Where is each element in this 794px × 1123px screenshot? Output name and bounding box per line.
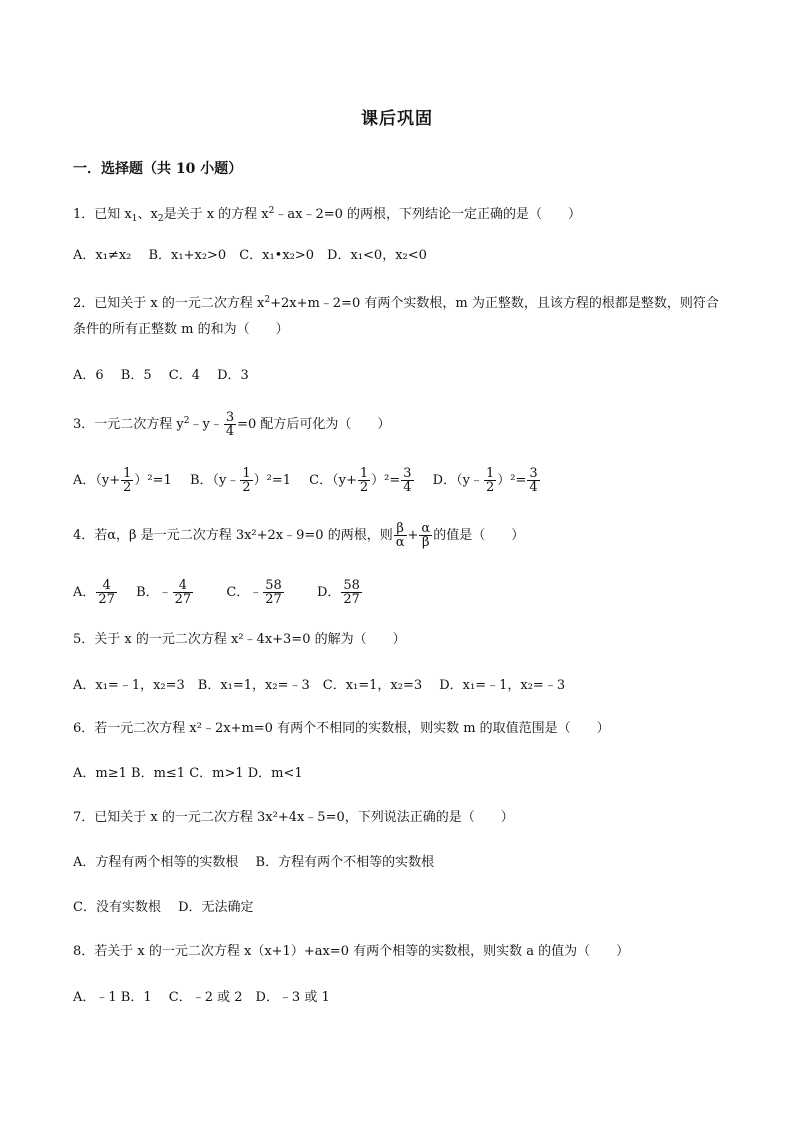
question-8-options: A．﹣1 B．1 C．﹣2 或 2 D．﹣3 或 1 bbox=[73, 990, 330, 1005]
question-4-stem: 4．若α，β 是一元二次方程 3x²+2x﹣9=0 的两根，则 $\frac{\beta}{\alpha}$ + $\frac{\alpha}{\beta}$ 的值是（ ） bbox=[73, 521, 525, 550]
fraction: $\frac{\beta}{\alpha}$ bbox=[395, 521, 405, 550]
question-3-stem: 3．一元二次方程 $y^2﹣y﹣$ $\frac{3}{4}$ =0 配方后可化为（ ） bbox=[73, 410, 391, 439]
question-1-options: A．x₁≠x₂ B．x₁+x₂>0 C．x₁•x₂>0 D．x₁<0，x₂<0 bbox=[73, 248, 427, 263]
question-5-stem: 5．关于 x 的一元二次方程 x²﹣4x+3=0 的解为（ ） bbox=[73, 632, 406, 647]
fraction: $\frac{1}{2}$ bbox=[485, 466, 495, 495]
fraction: $\frac{4}{27}$ bbox=[174, 578, 192, 607]
question-1-stem: 1．已知 $x_1$、$x_2$是关于 x 的方程 $x^2﹣ax﹣2=0$ 的两根，下列结论一定正确的是（ ） bbox=[73, 206, 582, 224]
question-2-options: A．6 B．5 C．4 D．3 bbox=[73, 368, 249, 383]
question-7-options-row1: A．方程有两个相等的实数根 B．方程有两个不相等的实数根 bbox=[73, 855, 435, 870]
fraction: $\frac{58}{27}$ bbox=[343, 578, 360, 607]
fraction: $\frac{4}{27}$ bbox=[98, 578, 115, 607]
question-6-options: A．m≥1 B．m≤1 C．m>1 D．m<1 bbox=[73, 766, 303, 781]
fraction: $\frac{1}{2}$ bbox=[123, 466, 132, 495]
question-6-stem: 6．若一元二次方程 x²﹣2x+m=0 有两个不相同的实数根，则实数 m 的取值范围是（ ） bbox=[73, 721, 610, 736]
question-2-stem: 2．已知关于 x 的一元二次方程 $x^2+2x+m﹣2=0$ 有两个实数根，m 为正整数，且该方程的根都是整数，则符合 bbox=[73, 295, 719, 311]
fraction: $\frac{3}{4}$ bbox=[403, 466, 412, 495]
question-2-stem-line2: 条件的所有正整数 m 的和为（ ） bbox=[73, 322, 289, 337]
question-8-stem: 8．若关于 x 的一元二次方程 x（x+1）+ax=0 有两个相等的实数根，则实数 a 的值为（ ） bbox=[73, 944, 630, 959]
fraction: $\frac{58}{27}$ bbox=[265, 578, 282, 607]
fraction: $\frac{1}{2}$ bbox=[242, 466, 251, 495]
fraction: $\frac{3}{4}$ bbox=[225, 410, 235, 439]
question-4-options: A． $\frac{4}{27}$ B．﹣ $\frac{4}{27}$ C．﹣ $\frac{58}{27}$ D． $\frac{58}{27}$ bbox=[73, 578, 360, 607]
section-heading: 一．选择题（共 10 小题） bbox=[73, 161, 243, 177]
page-title: 课后巩固 bbox=[361, 109, 433, 129]
question-5-options: A．x₁=﹣1，x₂=3 B．x₁=1，x₂=﹣3 C．x₁=1，x₂=3 D．x₁=﹣1，x₂=﹣3 bbox=[73, 678, 566, 693]
question-3-options: A．（y+ $\frac{1}{2}$ ）²=1 B．（y﹣ $\frac{1}{2}$ ）²=1 C．（y+ $\frac{1}{2}$ ）²= $\frac{3}{4}$ D．（y﹣ $\frac{1}{2}$ ）²= $\frac{3}{4}$ bbox=[73, 466, 538, 495]
question-7-options-row2: C．没有实数根 D．无法确定 bbox=[73, 900, 254, 915]
fraction: $\frac{\alpha}{\beta}$ bbox=[421, 521, 431, 550]
question-7-stem: 7．已知关于 x 的一元二次方程 3x²+4x﹣5=0，下列说法正确的是（ ） bbox=[73, 810, 514, 825]
fraction: $\frac{3}{4}$ bbox=[529, 466, 538, 495]
fraction: $\frac{1}{2}$ bbox=[359, 466, 369, 495]
